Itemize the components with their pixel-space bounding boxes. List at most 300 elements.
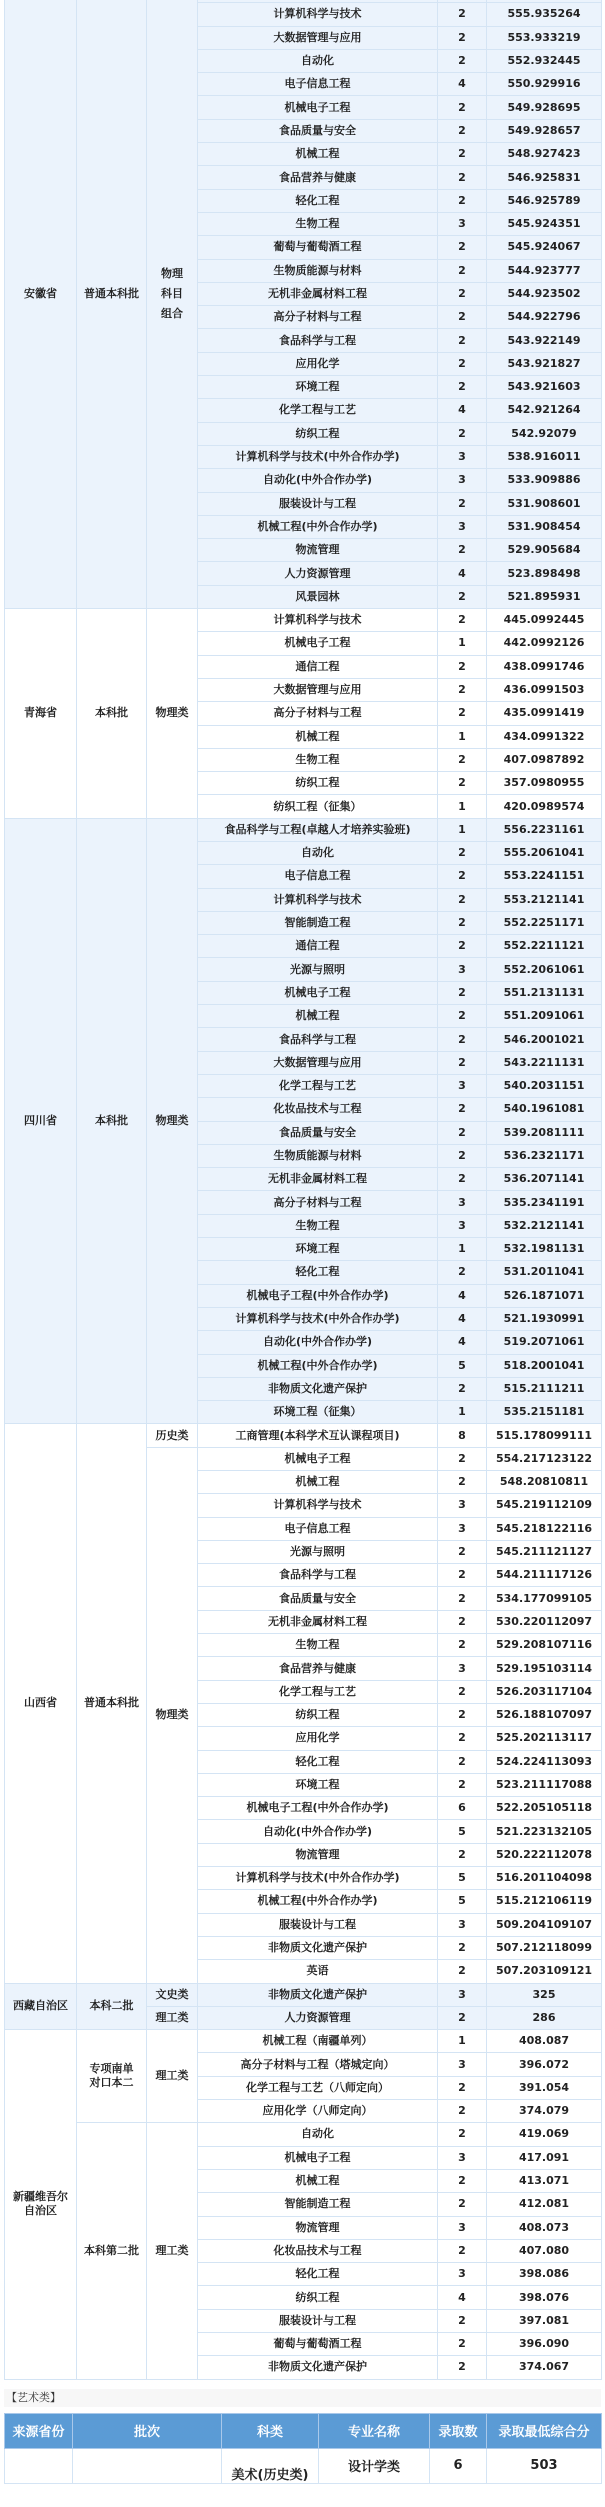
cell-major: 机械工程(中外合作办学) [198,515,438,538]
cell-min-score: 529.905684 [487,539,602,562]
cell-count: 4 [438,2286,487,2309]
cell-min-score: 544.922796 [487,306,602,329]
cell-count: 2 [438,2123,487,2146]
cell-count: 2 [438,1680,487,1703]
cell-min-score: 325 [487,1983,602,2006]
cell-min-score: 417.091 [487,2146,602,2169]
cell-count: 2 [438,1051,487,1074]
cell-major: 计算机科学与技术 [198,1494,438,1517]
cell-major: 纺织工程（征集） [198,795,438,818]
cell-min-score: 420.0989574 [487,795,602,818]
cell-major: 机械工程 [198,1471,438,1494]
cell-min-score: 532.1981131 [487,1238,602,1261]
province-block [5,818,602,1424]
cell-min-score: 552.932445 [487,49,602,72]
cell-count: 1 [438,725,487,748]
cell-count: 2 [438,236,487,259]
cell-count: 3 [438,515,487,538]
province-block [5,609,602,819]
cell-major: 物流管理 [198,2216,438,2239]
cell-major: 服装设计与工程 [198,2309,438,2332]
cell-major: 食品质量与安全 [198,119,438,142]
col-header-min-score: 录取最低综合分 [487,2413,602,2448]
cell-min-score: 396.090 [487,2332,602,2355]
cell-major: 人力资源管理 [198,562,438,585]
cell-category: 物理类 [147,1447,198,1983]
cell-major: 环境工程 [198,1238,438,1261]
cell-min-score: 544.923502 [487,282,602,305]
cell-major: 机械电子工程 [198,632,438,655]
cell-min-score: 442.0992126 [487,632,602,655]
cell-count: 2 [438,2309,487,2332]
cell-count: 3 [438,1074,487,1097]
cell-count: 2 [438,1098,487,1121]
cell-min-score: 515.2111211 [487,1377,602,1400]
art-score-table [4,2413,602,2484]
cell-major: 物流管理 [198,1843,438,1866]
cell-min-score: 544.923777 [487,259,602,282]
cell-major: 通信工程 [198,655,438,678]
cell-count: 3 [438,445,487,468]
cell-province: 新疆维吾尔 自治区 [5,2030,77,2379]
cell-count: 1 [438,632,487,655]
cell-major: 计算机科学与技术 [198,888,438,911]
cell-count: 3 [438,212,487,235]
cell-min-score: 408.087 [487,2030,602,2053]
cell-province [5,2448,73,2483]
cell-major: 生物工程 [198,1214,438,1237]
cell-count: 2 [438,2169,487,2192]
cell-min-score: 515.212106119 [487,1890,602,1913]
cell-min-score: 523.898498 [487,562,602,585]
province-block [5,0,602,609]
cell-count: 2 [438,1121,487,1144]
cell-min-score: 525.202113117 [487,1727,602,1750]
col-header-province: 来源省份 [5,2413,73,2448]
cell-major: 高分子材料与工程（塔城定向） [198,2053,438,2076]
cell-major: 计算机科学与技术(中外合作办学) [198,1307,438,1330]
cell-min-score: 397.081 [487,2309,602,2332]
cell-min-score: 546.925789 [487,189,602,212]
cell-major: 无机非金属材料工程 [198,1610,438,1633]
cell-count: 3 [438,1494,487,1517]
cell-min-score: 535.2341191 [487,1191,602,1214]
col-header-category: 科类 [222,2413,319,2448]
cell-count: 3 [438,958,487,981]
cell-count: 2 [438,1843,487,1866]
cell-min-score: 526.188107097 [487,1703,602,1726]
cell-count: 2 [438,376,487,399]
cell-count: 4 [438,73,487,96]
cell-min-score: 535.2151181 [487,1401,602,1424]
cell-count: 2 [438,2006,487,2029]
cell-major: 生物工程 [198,748,438,771]
cell-major: 无机非金属材料工程 [198,1168,438,1191]
cell-count: 2 [438,748,487,771]
cell-count: 2 [438,1377,487,1400]
cell-major: 服装设计与工程 [198,1913,438,1936]
cell-major: 智能制造工程 [198,2193,438,2216]
cell-count: 2 [438,96,487,119]
cell-count: 8 [438,1424,487,1447]
cell-major: 纺织工程 [198,422,438,445]
cell-min-score: 407.080 [487,2239,602,2262]
cell-major: 食品科学与工程 [198,1028,438,1051]
cell-category: 美术(历史类) [222,2448,319,2483]
cell-min-score: 545.924067 [487,236,602,259]
cell-major: 食品质量与安全 [198,1121,438,1144]
cell-min-score: 544.211117126 [487,1564,602,1587]
cell-major: 葡萄与葡萄酒工程 [198,236,438,259]
cell-major: 环境工程 [198,1773,438,1796]
cell-count: 2 [438,2332,487,2355]
cell-count: 2 [438,609,487,632]
cell-major: 自动化(中外合作办学) [198,1331,438,1354]
cell-min-score: 536.2071141 [487,1168,602,1191]
cell-min-score: 529.195103114 [487,1657,602,1680]
cell-major: 非物质文化遗产保护 [198,1936,438,1959]
cell-count: 2 [438,1540,487,1563]
cell-count: 2 [438,1936,487,1959]
cell-min-score: 556.2231161 [487,818,602,841]
cell-count: 1 [438,818,487,841]
cell-major: 通信工程 [198,935,438,958]
cell-count: 2 [438,702,487,725]
cell-count: 2 [438,2239,487,2262]
cell-count: 2 [438,678,487,701]
province-block [5,1424,602,1983]
cell-count: 2 [438,911,487,934]
cell-count: 2 [438,1703,487,1726]
cell-count: 2 [438,935,487,958]
table-row [5,609,602,632]
cell-count: 2 [438,143,487,166]
cell-count: 5 [438,1354,487,1377]
cell-category: 物理类 [147,609,198,819]
cell-min-score: 545.211121127 [487,1540,602,1563]
cell-min-score: 435.0991419 [487,702,602,725]
cell-min-score: 521.1930991 [487,1307,602,1330]
cell-batch: 本科第二批 [77,2123,147,2379]
cell-major: 光源与照明 [198,1540,438,1563]
cell-min-score: 546.925831 [487,166,602,189]
cell-count: 2 [438,1005,487,1028]
cell-count: 3 [438,1517,487,1540]
cell-min-score: 374.067 [487,2356,602,2379]
table-row [5,1983,602,2006]
cell-min-score: 545.219112109 [487,1494,602,1517]
cell-min-score: 526.1871071 [487,1284,602,1307]
table-row [5,2123,602,2146]
cell-min-score: 534.177099105 [487,1587,602,1610]
cell-major: 机械工程 [198,725,438,748]
cell-major: 纺织工程 [198,772,438,795]
cell-count: 2 [438,1960,487,1983]
cell-major: 食品营养与健康 [198,166,438,189]
cell-count: 6 [438,1797,487,1820]
cell-major: 自动化 [198,2123,438,2146]
cell-count: 3 [438,2216,487,2239]
cell-major: 轻化工程 [198,2263,438,2286]
cell-count: 2 [438,1634,487,1657]
cell-min-score: 522.205105118 [487,1797,602,1820]
cell-min-score: 503 [487,2448,602,2483]
admission-score-table [4,0,602,2380]
cell-major: 自动化(中外合作办学) [198,469,438,492]
cell-major: 风景园林 [198,585,438,608]
cell-count: 2 [438,1587,487,1610]
cell-count: 2 [438,1471,487,1494]
cell-min-score: 545.924351 [487,212,602,235]
cell-count: 2 [438,352,487,375]
cell-min-score: 555.935264 [487,3,602,26]
cell-min-score: 545.218122116 [487,1517,602,1540]
cell-major: 生物质能源与材料 [198,1144,438,1167]
cell-batch: 专项南单 对口本二 [77,2030,147,2123]
cell-major: 机械工程(中外合作办学) [198,1890,438,1913]
cell-major: 大数据管理与应用 [198,1051,438,1074]
cell-min-score: 515.178099111 [487,1424,602,1447]
cell-major: 轻化工程 [198,1261,438,1284]
cell-min-score: 521.895931 [487,585,602,608]
cell-major: 食品科学与工程 [198,329,438,352]
cell-count: 2 [438,3,487,26]
cell-count: 2 [438,1750,487,1773]
cell-batch: 普通本科批 [77,0,147,609]
cell-major: 自动化 [198,49,438,72]
cell-count: 2 [438,772,487,795]
col-header-count: 录取数 [430,2413,487,2448]
cell-major: 轻化工程 [198,189,438,212]
cell-count: 3 [438,2053,487,2076]
cell-major: 环境工程（征集） [198,1401,438,1424]
cell-count: 2 [438,26,487,49]
cell-count: 1 [438,1238,487,1261]
cell-min-score: 524.224113093 [487,1750,602,1773]
cell-min-score: 546.2001021 [487,1028,602,1051]
art-table-header [5,2413,602,2448]
cell-count: 2 [438,49,487,72]
cell-min-score: 551.2091061 [487,1005,602,1028]
cell-count: 1 [438,2030,487,2053]
cell-count: 2 [438,259,487,282]
cell-min-score: 553.2121141 [487,888,602,911]
province-block [5,1983,602,2030]
cell-count: 2 [438,1261,487,1284]
cell-major: 食品科学与工程 [198,1564,438,1587]
cell-count: 2 [438,1168,487,1191]
cell-major: 应用化学 [198,1727,438,1750]
cell-min-score: 552.2061061 [487,958,602,981]
col-header-major: 专业名称 [319,2413,430,2448]
cell-min-score: 542.92079 [487,422,602,445]
cell-count: 2 [438,422,487,445]
cell-category: 历史类 [147,1424,198,1447]
cell-batch: 普通本科批 [77,1424,147,1983]
cell-min-score: 374.079 [487,2100,602,2123]
cell-min-score: 553.933219 [487,26,602,49]
cell-count: 5 [438,1890,487,1913]
cell-count: 2 [438,329,487,352]
cell-major: 化学工程与工艺 [198,1074,438,1097]
cell-major: 机械工程 [198,1005,438,1028]
cell-count: 4 [438,1331,487,1354]
province-block [5,2030,602,2379]
cell-count: 2 [438,2076,487,2099]
cell-major: 高分子材料与工程 [198,702,438,725]
cell-province: 安徽省 [5,0,77,609]
cell-min-score: 543.922149 [487,329,602,352]
cell-count: 4 [438,562,487,585]
cell-batch: 本科批 [77,818,147,1424]
cell-min-score: 531.908454 [487,515,602,538]
cell-major: 化学工程与工艺 [198,1680,438,1703]
cell-major: 自动化 [198,841,438,864]
cell-min-score: 553.2241151 [487,865,602,888]
cell-min-score: 554.217123122 [487,1447,602,1470]
cell-min-score: 543.2211131 [487,1051,602,1074]
table-row [5,1424,602,1447]
cell-major: 电子信息工程 [198,73,438,96]
cell-min-score: 543.921827 [487,352,602,375]
cell-count: 2 [438,1028,487,1051]
cell-min-score: 543.921603 [487,376,602,399]
cell-province: 西藏自治区 [5,1983,77,2030]
cell-count: 2 [438,2356,487,2379]
cell-count: 5 [438,1820,487,1843]
cell-major: 无机非金属材料工程 [198,282,438,305]
cell-min-score: 413.071 [487,2169,602,2192]
cell-count: 2 [438,492,487,515]
cell-major: 工商管理(本科学术互认课程项目) [198,1424,438,1447]
cell-min-score: 436.0991503 [487,678,602,701]
cell-min-score: 521.223132105 [487,1820,602,1843]
cell-count: 4 [438,1307,487,1330]
cell-count: 5 [438,1867,487,1890]
cell-count: 2 [438,655,487,678]
cell-count: 2 [438,2100,487,2123]
cell-major: 大数据管理与应用 [198,678,438,701]
cell-min-score: 539.2081111 [487,1121,602,1144]
cell-major: 化学工程与工艺 [198,399,438,422]
cell-min-score: 419.069 [487,2123,602,2146]
cell-major: 机械电子工程 [198,981,438,1004]
cell-major: 非物质文化遗产保护 [198,1983,438,2006]
cell-major: 食品质量与安全 [198,1587,438,1610]
cell-count: 1 [438,795,487,818]
cell-count: 3 [438,1214,487,1237]
cell-count: 2 [438,306,487,329]
cell-major: 大数据管理与应用 [198,26,438,49]
cell-min-score: 438.0991746 [487,655,602,678]
cell-min-score: 357.0980955 [487,772,602,795]
col-header-batch: 批次 [73,2413,222,2448]
cell-min-score: 549.928657 [487,119,602,142]
cell-min-score: 548.20810811 [487,1471,602,1494]
cell-major: 电子信息工程 [198,1517,438,1540]
cell-count: 3 [438,469,487,492]
cell-major: 机械电子工程 [198,2146,438,2169]
cell-count: 2 [438,1727,487,1750]
cell-min-score: 507.203109121 [487,1960,602,1983]
cell-category: 理工类 [147,2006,198,2029]
cell-min-score: 445.0992445 [487,609,602,632]
cell-count: 2 [438,1773,487,1796]
cell-province: 山西省 [5,1424,77,1983]
cell-count: 2 [438,282,487,305]
cell-min-score: 516.201104098 [487,1867,602,1890]
cell-major: 非物质文化遗产保护 [198,2356,438,2379]
cell-major: 环境工程 [198,376,438,399]
cell-min-score: 398.086 [487,2263,602,2286]
cell-count: 3 [438,2263,487,2286]
cell-major: 机械工程 [198,143,438,166]
cell-count: 4 [438,1284,487,1307]
cell-min-score: 518.2001041 [487,1354,602,1377]
cell-count: 1 [438,1401,487,1424]
cell-count: 3 [438,1191,487,1214]
cell-count: 2 [438,1564,487,1587]
cell-min-score: 408.073 [487,2216,602,2239]
cell-major: 食品营养与健康 [198,1657,438,1680]
cell-major: 化学工程与工艺（八师定向） [198,2076,438,2099]
cell-category: 理工类 [147,2030,198,2123]
cell-min-score: 548.927423 [487,143,602,166]
cell-min-score: 538.916011 [487,445,602,468]
cell-min-score: 434.0991322 [487,725,602,748]
cell-major: 计算机科学与技术 [198,3,438,26]
cell-min-score: 551.2131131 [487,981,602,1004]
cell-min-score: 549.928695 [487,96,602,119]
cell-category: 物理类 [147,818,198,1424]
cell-min-score: 526.203117104 [487,1680,602,1703]
cell-major: 生物质能源与材料 [198,259,438,282]
cell-min-score: 533.909886 [487,469,602,492]
art-section-label: 【艺术类】 [4,2389,601,2407]
cell-major: 机械电子工程(中外合作办学) [198,1284,438,1307]
cell-major: 英语 [198,1960,438,1983]
cell-major: 化妆品技术与工程 [198,1098,438,1121]
cell-min-score: 529.208107116 [487,1634,602,1657]
cell-province: 青海省 [5,609,77,819]
cell-major: 生物工程 [198,1634,438,1657]
cell-major: 应用化学（八师定向） [198,2100,438,2123]
cell-major: 智能制造工程 [198,911,438,934]
cell-min-score: 552.2251171 [487,911,602,934]
cell-major: 设计学类 [319,2448,430,2483]
cell-min-score: 552.2211121 [487,935,602,958]
cell-major: 计算机科学与技术(中外合作办学) [198,1867,438,1890]
cell-major: 自动化(中外合作办学) [198,1820,438,1843]
cell-major: 高分子材料与工程 [198,1191,438,1214]
cell-min-score: 519.2071061 [487,1331,602,1354]
cell-major: 高分子材料与工程 [198,306,438,329]
cell-count: 2 [438,981,487,1004]
cell-min-score: 398.076 [487,2286,602,2309]
cell-min-score: 412.081 [487,2193,602,2216]
cell-count: 2 [438,189,487,212]
cell-min-score: 532.2121141 [487,1214,602,1237]
table-row [5,818,602,841]
cell-count: 2 [438,1610,487,1633]
cell-min-score: 555.2061041 [487,841,602,864]
cell-major: 计算机科学与技术(中外合作办学) [198,445,438,468]
cell-min-score: 542.921264 [487,399,602,422]
cell-major: 服装设计与工程 [198,492,438,515]
cell-major: 非物质文化遗产保护 [198,1377,438,1400]
cell-major: 计算机科学与技术 [198,609,438,632]
cell-major: 机械电子工程 [198,96,438,119]
